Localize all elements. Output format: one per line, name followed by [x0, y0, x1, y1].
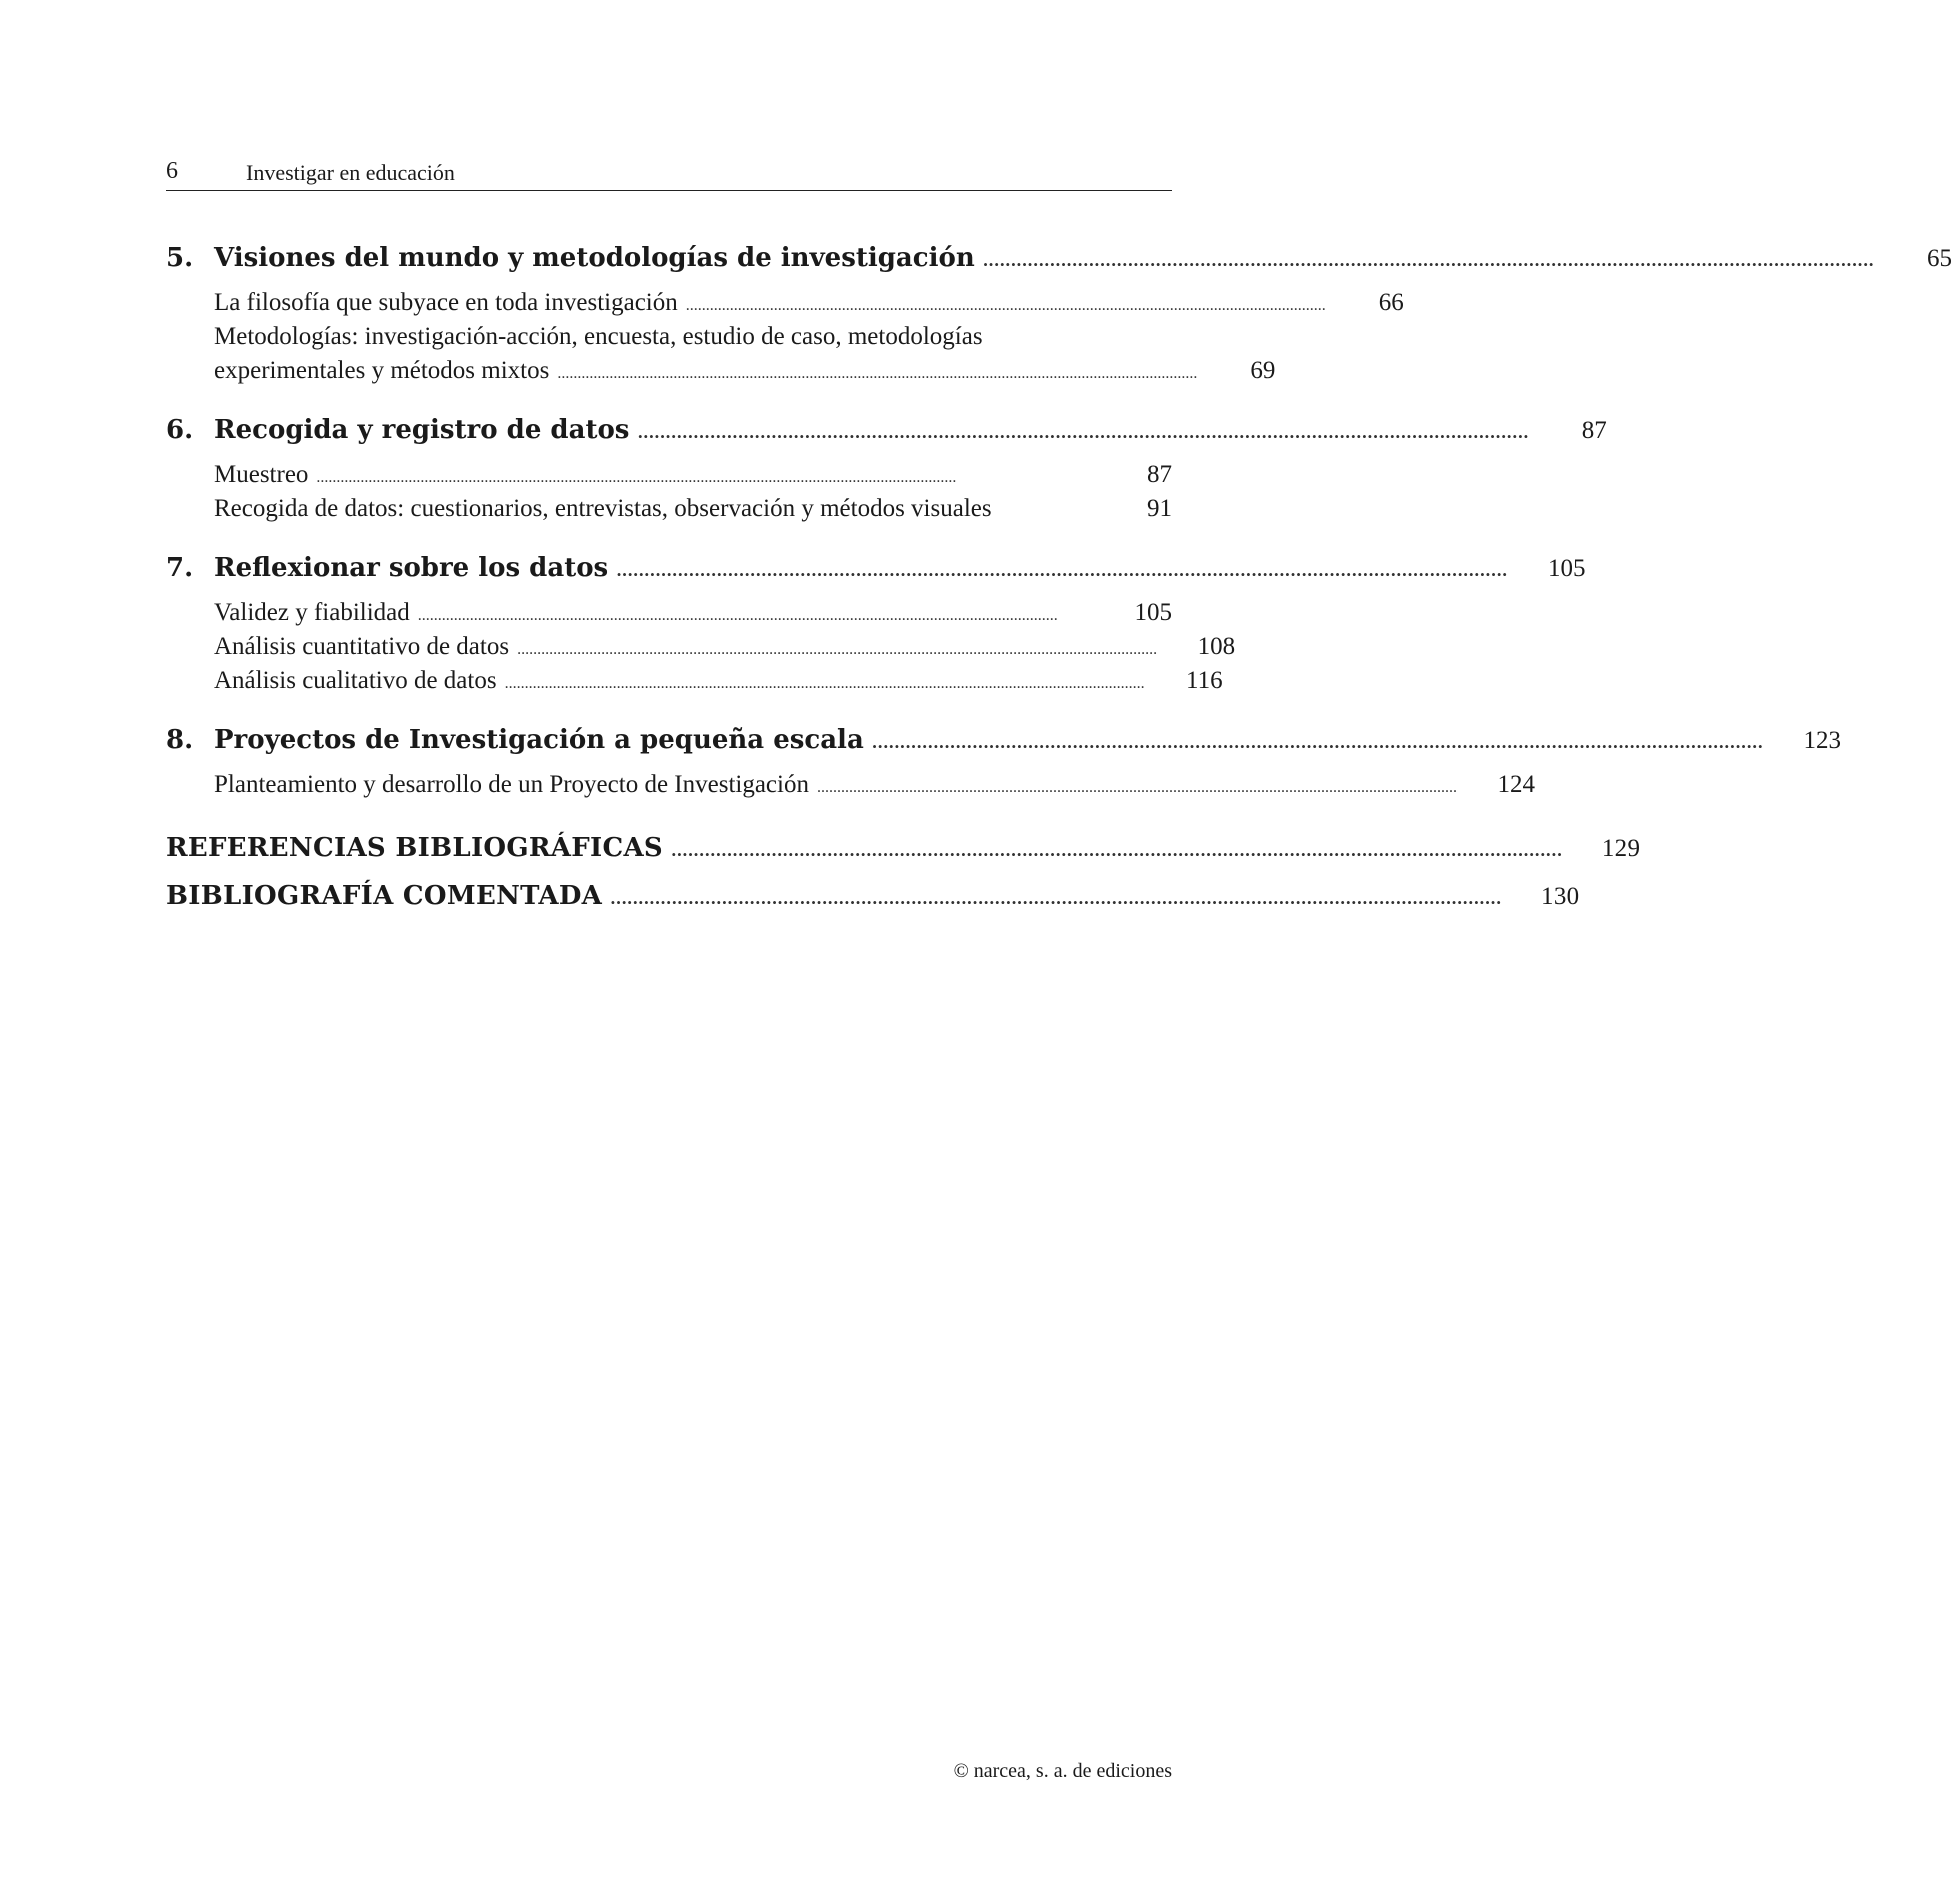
- entry-page: 66: [1378, 289, 1404, 316]
- chapter-title: Visiones del mundo y metodologías de investigación: [214, 243, 975, 273]
- leader-dots: ................................................................................................................................................................: [616, 561, 1508, 580]
- toc-references[interactable]: [166, 824, 1641, 872]
- leader-dots: ................................................................................................................................................................: [671, 841, 1563, 860]
- entry-title-line2: experimentales y métodos mixtos: [214, 357, 550, 384]
- entry-page: 116: [1186, 667, 1223, 694]
- toc-chapter-6[interactable]: [166, 410, 1607, 450]
- toc-entry[interactable]: [166, 458, 1172, 492]
- toc-chapter-5[interactable]: [166, 238, 1952, 278]
- chapter-page: 87: [1581, 417, 1607, 444]
- toc-chapter-7[interactable]: [166, 548, 1586, 588]
- bibliography-page: 130: [1541, 883, 1580, 910]
- toc-entry[interactable]: [166, 664, 1223, 698]
- entry-title: Análisis cualitativo de datos: [214, 667, 497, 694]
- entry-page: 124: [1497, 771, 1535, 798]
- entry-title: Validez y fiabilidad: [214, 599, 410, 626]
- chapter-title: Proyectos de Investigación a pequeña escala: [214, 725, 864, 755]
- entry-title: Análisis cuantitativo de datos: [214, 633, 510, 660]
- leader-dots: ................................................................................................................................................................: [517, 641, 1158, 658]
- entry-title: Muestreo: [214, 461, 309, 488]
- chapter-title: Reflexionar sobre los datos: [214, 553, 609, 583]
- bibliography-title: BIBLIOGRAFÍA COMENTADA: [166, 881, 603, 911]
- chapter-page: 123: [1803, 727, 1842, 754]
- page-number: 6: [166, 158, 178, 184]
- chapter-page: 65: [1926, 245, 1952, 272]
- entry-title-line1: Metodologías: investigación-acción, encuesta, estudio de caso, metodologías: [214, 323, 983, 350]
- chapter-number: 7.: [166, 553, 194, 583]
- toc-entry-multiline[interactable]: [166, 320, 1276, 388]
- entry-title: Planteamiento y desarrollo de un Proyecto de Investigación: [214, 771, 809, 798]
- leader-dots: ................................................................................................................................................................: [557, 365, 1198, 382]
- toc-entry[interactable]: [166, 492, 1172, 526]
- toc-chapter-8[interactable]: [166, 720, 1842, 760]
- leader-dots: ................................................................................................................................................................: [417, 607, 1058, 624]
- toc-bibliography[interactable]: [166, 872, 1580, 920]
- leader-dots: ................................................................................................................................................................: [316, 469, 957, 486]
- entry-page: 91: [1147, 495, 1172, 522]
- toc-entry[interactable]: [166, 768, 1535, 802]
- entry-title: Recogida de datos: cuestionarios, entrevistas, observación y métodos visuales: [214, 495, 992, 522]
- chapter-number: 5.: [166, 243, 194, 273]
- running-header: [166, 156, 1172, 191]
- entry-page: 87: [1147, 461, 1172, 488]
- toc-entry[interactable]: [166, 286, 1404, 320]
- entry-title: La filosofía que subyace en toda investigación: [214, 289, 678, 316]
- chapter-number: 6.: [166, 415, 194, 445]
- entry-page: 108: [1197, 633, 1236, 660]
- leader-dots: ................................................................................................................................................................: [816, 779, 1457, 796]
- leader-dots: ................................................................................................................................................................: [504, 675, 1145, 692]
- leader-dots: ................................................................................................................................................................: [610, 889, 1502, 908]
- table-of-contents: [166, 238, 1952, 920]
- running-title: Investigar en educación: [246, 160, 455, 185]
- toc-entry[interactable]: [166, 630, 1236, 664]
- copyright-footer: © narcea, s. a. de ediciones: [953, 1760, 1172, 1782]
- chapter-number: 8.: [166, 725, 194, 755]
- chapter-page: 105: [1547, 555, 1586, 582]
- entry-page: 69: [1250, 357, 1276, 384]
- references-page: 129: [1601, 835, 1641, 862]
- leader-dots: ................................................................................................................................................................: [637, 423, 1529, 442]
- chapter-title: Recogida y registro de datos: [214, 415, 630, 445]
- entry-page: 105: [1134, 599, 1172, 626]
- leader-dots: ................................................................................................................................................................: [685, 297, 1326, 314]
- references-title: REFERENCIAS BIBLIOGRÁFICAS: [166, 833, 664, 863]
- leader-dots: ................................................................................................................................................................: [871, 733, 1764, 752]
- leader-dots: ................................................................................................................................................................: [982, 251, 1874, 270]
- toc-entry[interactable]: [166, 596, 1172, 630]
